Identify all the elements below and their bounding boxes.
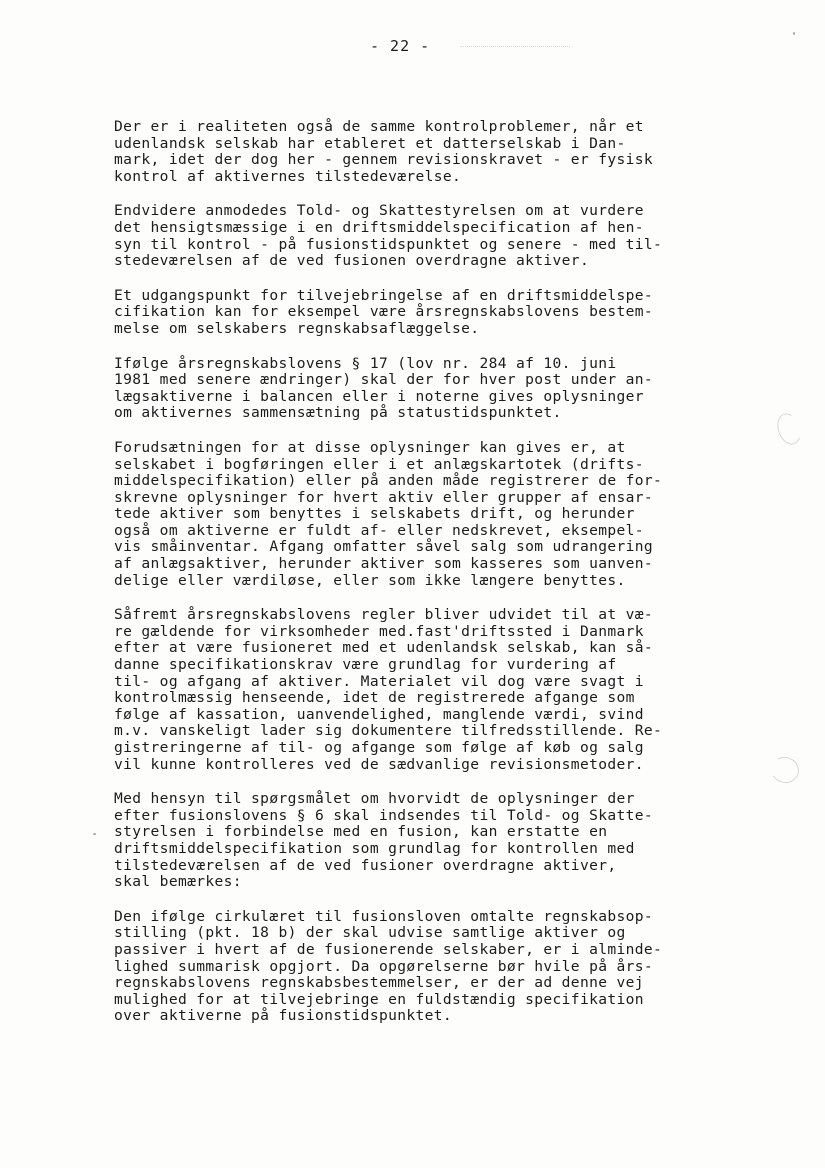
paragraph xyxy=(114,288,744,338)
text-line: af anlægsaktiver, herunder aktiver som kasseres som uanven- xyxy=(114,555,654,573)
text-line: cifikation kan for eksempel være årsregnskabslovens bestem- xyxy=(114,303,654,321)
text-line: stilling (pkt. 18 b) der skal udvise samtlige aktiver og xyxy=(114,924,626,942)
text-line: tede aktiver som benyttes i selskabets drift, og herunder xyxy=(114,505,635,523)
paragraph xyxy=(114,607,744,773)
text-line: efter at være fusioneret med et udenlandsk selskab, kan så- xyxy=(114,639,654,657)
text-line: middelspecifikation) eller på anden måde registrerer de for- xyxy=(114,472,663,490)
text-line: passiver i hvert af de fusionerende selskaber, er i alminde- xyxy=(114,940,663,958)
text-line: skrevne oplysninger for hvert aktiv eller grupper af ensar- xyxy=(114,488,654,506)
text-line: melse om selskabers regnskabsaflæggelse. xyxy=(114,319,480,337)
paragraph xyxy=(114,440,744,589)
text-line: danne specifikationskrav være grundlag for vurdering af xyxy=(114,656,617,674)
text-line: også om aktiverne er fuldt af- eller nedskrevet, eksempel- xyxy=(114,521,644,539)
text-line: delige eller værdiløse, eller som ikke længere benyttes. xyxy=(114,571,626,589)
text-line: vis småinventar. Afgang omfatter såvel salg som udrangering xyxy=(114,538,654,556)
page-number: - 22 - xyxy=(370,37,431,55)
text-line: gistreringerne af til- og afgange som følge af køb og salg xyxy=(114,739,644,756)
body-text xyxy=(114,119,744,1043)
text-line: Der er i realiteten også de samme kontrolproblemer, når et xyxy=(114,118,644,135)
text-line: tilstedeværelsen af de ved fusioner overdragne aktiver, xyxy=(114,856,617,874)
text-line: det hensigtsmæssige i en driftsmiddelspecification af hen- xyxy=(114,218,644,236)
scan-speckle xyxy=(460,46,570,48)
text-line: stedeværelsen af de ved fusionen overdragne aktiver. xyxy=(114,252,590,270)
text-line: om aktivernes sammensætning på statustidspunktet. xyxy=(114,404,562,422)
text-line: m.v. vanskeligt lader sig dokumentere tilfredsstillende. Re- xyxy=(114,722,663,740)
text-line: regnskabslovens regnskabsbestemmelser, er der ad denne vej xyxy=(114,974,644,992)
text-line: følge af kassation, uanvendelighed, manglende værdi, svind xyxy=(114,705,644,723)
text-line: syn til kontrol - på fusionstidspunktet og senere - med til- xyxy=(114,235,663,253)
scan-dot xyxy=(793,32,795,35)
text-line: kontrol af aktivernes tilstedeværelse. xyxy=(114,167,462,185)
scan-mark xyxy=(768,754,802,786)
text-line: til- og afgang af aktiver. Materialet vil dog være svagt i xyxy=(114,672,644,690)
text-line: efter fusionslovens § 6 skal indsendes til Told- og Skatte- xyxy=(114,806,654,824)
text-line: mulighed for at tilvejebringe en fuldstændig specifikation xyxy=(114,990,644,1008)
text-line: kontrolmæssig henseende, idet de registrerede afgange som xyxy=(114,689,635,707)
paragraph xyxy=(114,909,744,1025)
text-line: lægsaktiverne i balancen eller i noterne gives oplysninger xyxy=(114,387,644,405)
text-line: 1981 med senere ændringer) skal der for hver post under an- xyxy=(114,371,654,389)
text-line: Ifølge årsregnskabslovens § 17 (lov nr. 284 af 10. juni xyxy=(114,354,617,372)
text-line: styrelsen i forbindelse med en fusion, kan erstatte en xyxy=(114,823,608,841)
scan-dot xyxy=(93,833,96,835)
text-line: Såfremt årsregnskabslovens regler bliver udvidet til at væ- xyxy=(114,606,654,624)
text-line: driftsmiddelspecifikation som grundlag for kontrollen med xyxy=(114,839,635,857)
text-line: re gældende for virksomheder med.fast'driftssted i Danmark xyxy=(114,622,644,640)
paragraph xyxy=(114,356,744,422)
text-line: Med hensyn til spørgsmålet om hvorvidt de oplysninger der xyxy=(114,790,635,808)
text-line: lighed summarisk opgjort. Da opgørelserne bør hvile på års- xyxy=(114,957,654,975)
text-line: Forudsætningen for at disse oplysninger kan gives er, at xyxy=(114,438,626,456)
text-line: vil kunne kontrolleres ved de sædvanlige revisionsmetoder. xyxy=(114,755,644,773)
paragraph xyxy=(114,119,744,185)
text-line: udenlandsk selskab har etableret et datterselskab i Dan- xyxy=(114,134,626,152)
text-line: mark, idet der dog her - gennem revisionskravet - er fysisk xyxy=(114,151,654,169)
text-line: over aktiverne på fusionstidspunktet. xyxy=(114,1007,453,1025)
paragraph xyxy=(114,791,744,891)
paragraph xyxy=(114,203,744,269)
text-line: Et udgangspunkt for tilvejebringelse af en driftsmiddelspe- xyxy=(114,286,654,304)
text-line: selskabet i bogføringen eller i et anlægskartotek (drifts- xyxy=(114,455,644,473)
text-line: skal bemærkes: xyxy=(114,873,242,891)
text-line: Den ifølge cirkulæret til fusionsloven omtalte regnskabsop- xyxy=(114,907,654,925)
text-line: Endvidere anmodedes Told- og Skattestyrelsen om at vurdere xyxy=(114,202,644,220)
scan-mark xyxy=(773,410,805,448)
